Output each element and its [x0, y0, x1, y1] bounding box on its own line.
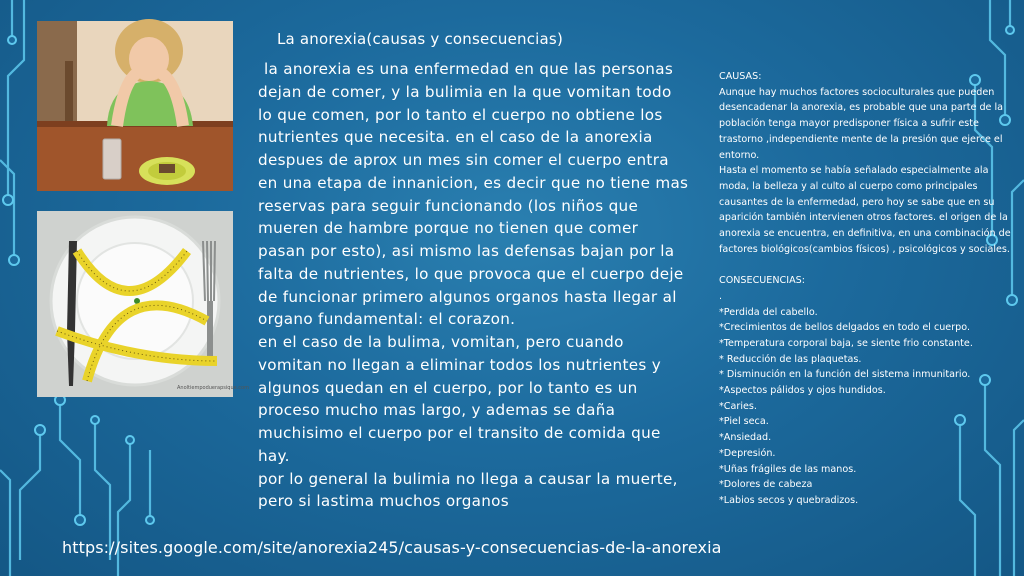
- slide-title: La anorexia(causas y consecuencias): [277, 30, 564, 48]
- causes-heading: CAUSAS:: [719, 71, 762, 82]
- body-paragraph-3: por lo general la bulimia no llega a causar la muerte, pero si lastima muchos organos: [258, 469, 678, 511]
- list-item: *Caries.: [719, 400, 757, 412]
- list-item: *Piel seca.: [719, 416, 769, 428]
- list-item: *Ansiedad.: [719, 432, 772, 444]
- list-item: * Reducción de las plaquetas.: [719, 353, 862, 365]
- list-item: *Depresión.: [719, 447, 776, 459]
- list-item: *Dolores de cabeza: [719, 479, 813, 491]
- consequences-list: [719, 305, 1019, 509]
- list-item: *Perdida del cabello.: [719, 306, 818, 318]
- list-item: *Crecimientos de bellos delgados en todo el cuerpo.: [719, 322, 970, 334]
- list-item: *Uñas frágiles de las manos.: [719, 463, 857, 475]
- body-paragraph-2: en el caso de la bulima, vomitan, pero cuando vomitan no llegan a eliminar todos los nutrientes y algunos quedan en el cuerpo, por lo tanto es un proceso mucho mas largo, y ademas se daña muchisimo el cuerpo por el transito de comida que hay.: [258, 333, 662, 465]
- consequences-heading: CONSECUENCIAS:: [719, 275, 805, 287]
- photo2-caption: Anoltiempoduerapsique.com: [177, 385, 249, 391]
- causes-paragraph-2: Hasta el momento se había señalado especialmente ala moda, la belleza y al culto al cuerpo como principales causantes de la enfermedad, pero hoy se sabe que en su aparición también intervienen otros factores. el origen de la anorexia se encuentra, en definitiva, en una combinación de factores biológicos(cambios físicos) , psicológicos y sociales.: [719, 165, 1011, 255]
- causes-paragraph-1: Aunque hay muchos factores socioculturales que pueden desencadenar la anorexia, es probable que una parte de la población tenga mayor predisponer física a sufrir este trastorno ,independiente mente de la presión que ejerce el entorno.: [719, 86, 1004, 161]
- photo-plate-measuring-tape: [37, 211, 249, 397]
- spacer: [719, 257, 1019, 273]
- list-item: *Temperatura corporal baja, se siente frio constante.: [719, 337, 973, 349]
- body-paragraph-1: la anorexia es una enfermedad en que las personas dejan de comer, y la bulimia en la que vomitan todo lo que comen, por lo tanto el cuerpo no obtiene los nutrientes que necesita. en el caso de la anorexia despues de aprox un mes sin comer el cuerpo entra en una etapa de innanicion, es decir que no tiene mas reservas para seguir funcionando (los niños que mueren de hambre porque no tienen que comer pasan por esto), asi mismo las defensas bajan por la falta de nutrientes, lo que provoca que el cuerpo deje de funcionar primero algunos organos hasta llegar al organo fundamental: el corazon.: [258, 60, 689, 329]
- photo-woman-at-table: [37, 21, 233, 191]
- source-url: https://sites.google.com/site/anorexia245/causas-y-consecuencias-de-la-anorexia: [62, 538, 722, 557]
- consequences-dot: .: [719, 290, 723, 302]
- list-item: * Disminución en la función del sistema inmunitario.: [719, 369, 971, 381]
- list-item: *Aspectos pálidos y ojos hundidos.: [719, 385, 886, 397]
- side-panel: [719, 69, 1019, 509]
- list-item: *Labios secos y quebradizos.: [719, 494, 859, 506]
- main-body-text: [258, 58, 690, 513]
